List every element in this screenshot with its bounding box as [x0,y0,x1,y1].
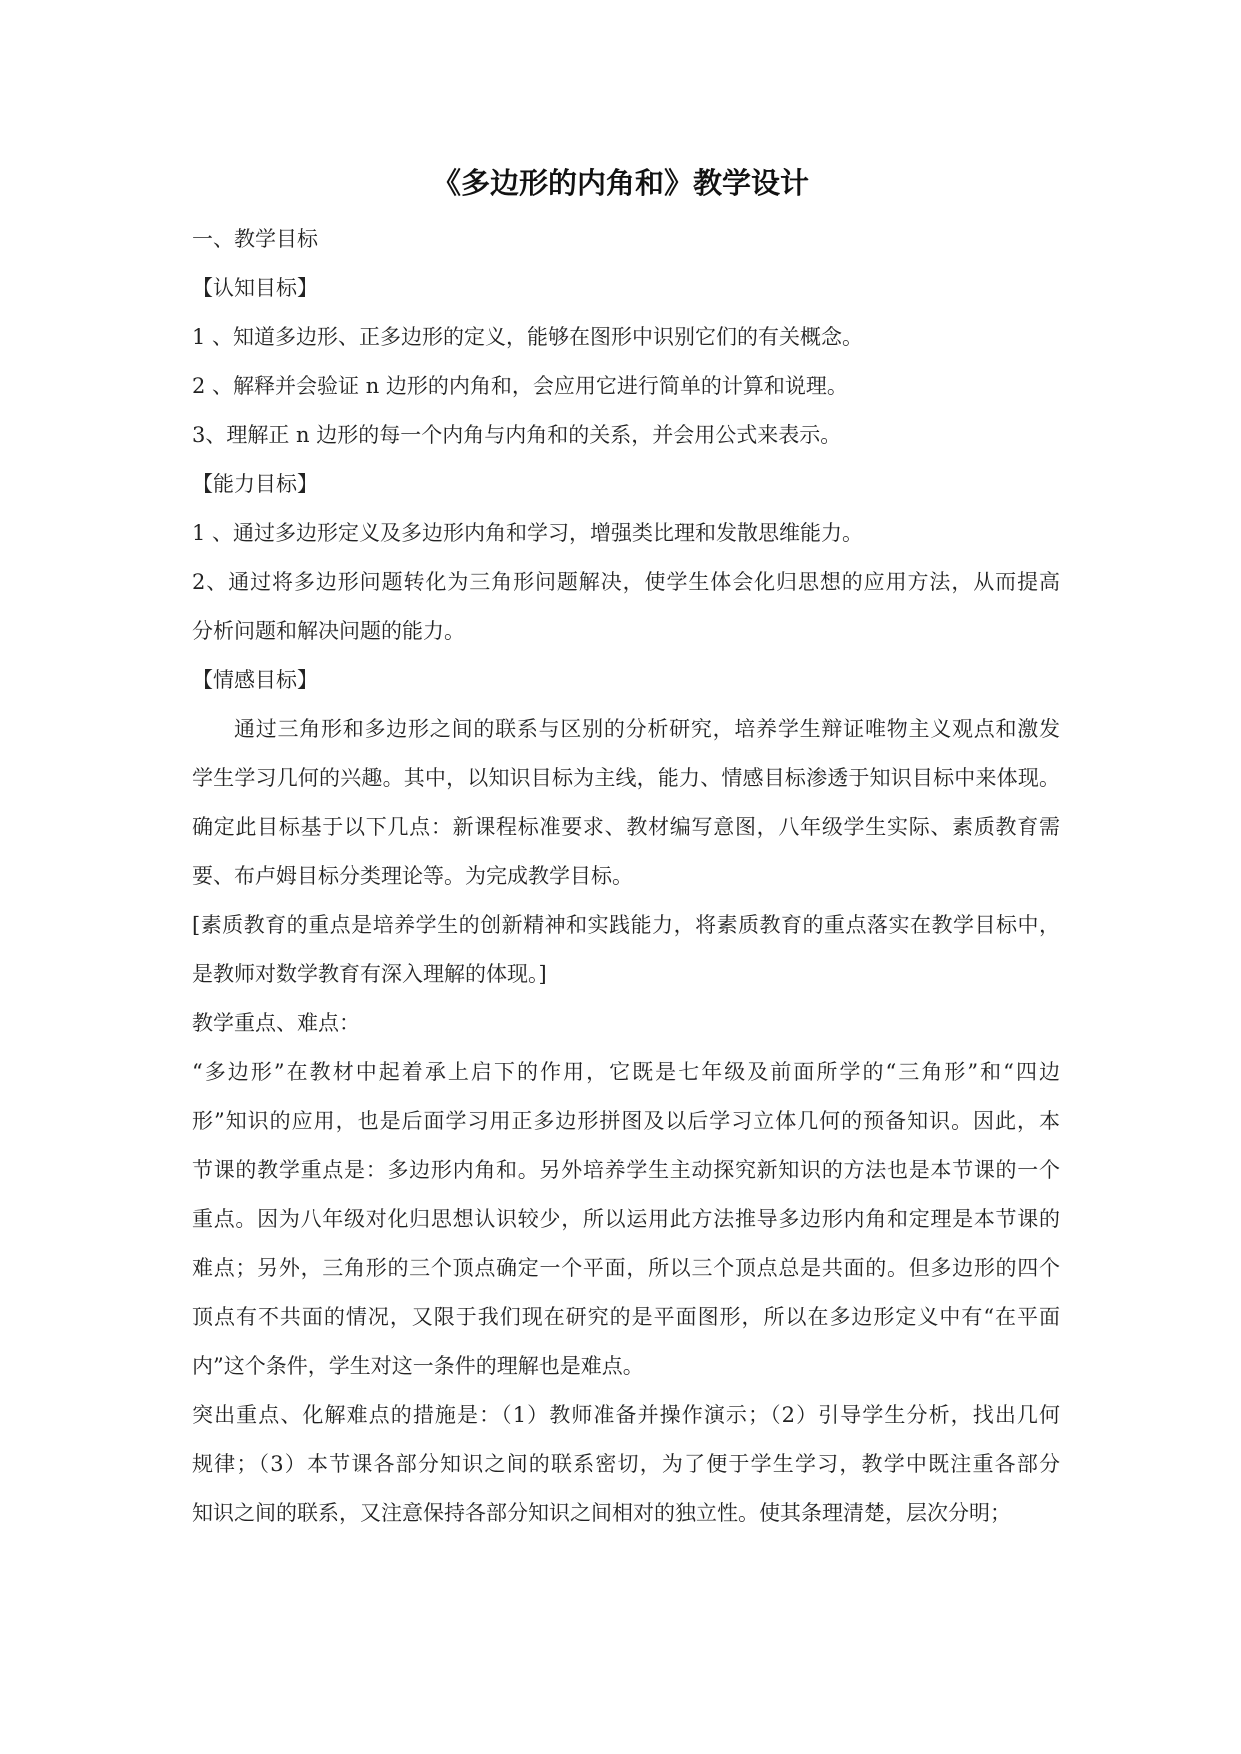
text-line: 1 、通过多边形定义及多边形内角和学习，增强类比理和发散思维能力。 [192,521,864,545]
text-line: 要、布卢姆目标分类理论等。为完成教学目标。 [192,864,633,888]
text-line: 【情感目标】 [192,668,318,692]
text-line: 规律；（3）本节课各部分知识之间的联系密切，为了便于学生学习，教学中既注重各部分 [192,1452,1060,1476]
text-line: 1 、知道多边形、正多边形的定义，能够在图形中识别它们的有关概念。 [192,325,864,349]
text-line: “多边形”在教材中起着承上启下的作用，它既是七年级及前面所学的“三角形”和“四边 [192,1060,1060,1084]
text-line: 是教师对数学教育有深入理解的体现。] [192,962,547,986]
text-line: 3、理解正 n 边形的每一个内角与内角和的关系，并会用公式来表示。 [192,423,842,447]
text-line: 通过三角形和多边形之间的联系与区别的分析研究，培养学生辩证唯物主义观点和激发 [234,717,1060,741]
document-body [192,215,1060,1538]
text-line: 突出重点、化解难点的措施是：（1）教师准备并操作演示；（2）引导学生分析，找出几何 [192,1403,1060,1427]
text-line: 知识之间的联系，又注意保持各部分知识之间相对的独立性。使其条理清楚，层次分明； [192,1501,1011,1525]
text-line: 【认知目标】 [192,276,318,300]
text-line: 2、通过将多边形问题转化为三角形问题解决，使学生体会化归思想的应用方法，从而提高 [192,570,1060,594]
text-line: 教学重点、难点： [192,1011,360,1035]
text-line: 内”这个条件，学生对这一条件的理解也是难点。 [192,1354,644,1378]
text-line: 节课的教学重点是：多边形内角和。另外培养学生主动探究新知识的方法也是本节课的一个 [192,1158,1060,1182]
text-line: 一、教学目标 [192,227,318,251]
text-line: 形”知识的应用，也是后面学习用正多边形拼图及以后学习立体几何的预备知识。因此，本 [192,1109,1060,1133]
text-line: 难点；另外，三角形的三个顶点确定一个平面，所以三个顶点总是共面的。但多边形的四个 [192,1256,1060,1280]
document-title: 《多边形的内角和》教学设计 [431,166,809,200]
text-line: 【能力目标】 [192,472,318,496]
text-line: 顶点有不共面的情况，又限于我们现在研究的是平面图形，所以在多边形定义中有“在平面 [192,1305,1060,1329]
text-line: 重点。因为八年级对化归思想认识较少，所以运用此方法推导多边形内角和定理是本节课的 [192,1207,1060,1231]
text-line: 2 、解释并会验证 n 边形的内角和，会应用它进行简单的计算和说理。 [192,374,848,398]
text-line: [素质教育的重点是培养学生的创新精神和实践能力，将素质教育的重点落实在教学目标中， [192,913,1060,937]
text-line: 分析问题和解决问题的能力。 [192,619,465,643]
text-line: 学生学习几何的兴趣。其中，以知识目标为主线，能力、情感目标渗透于知识目标中来体现。 [192,766,1060,790]
text-line: 确定此目标基于以下几点：新课程标准要求、教材编写意图，八年级学生实际、素质教育需 [192,815,1060,839]
